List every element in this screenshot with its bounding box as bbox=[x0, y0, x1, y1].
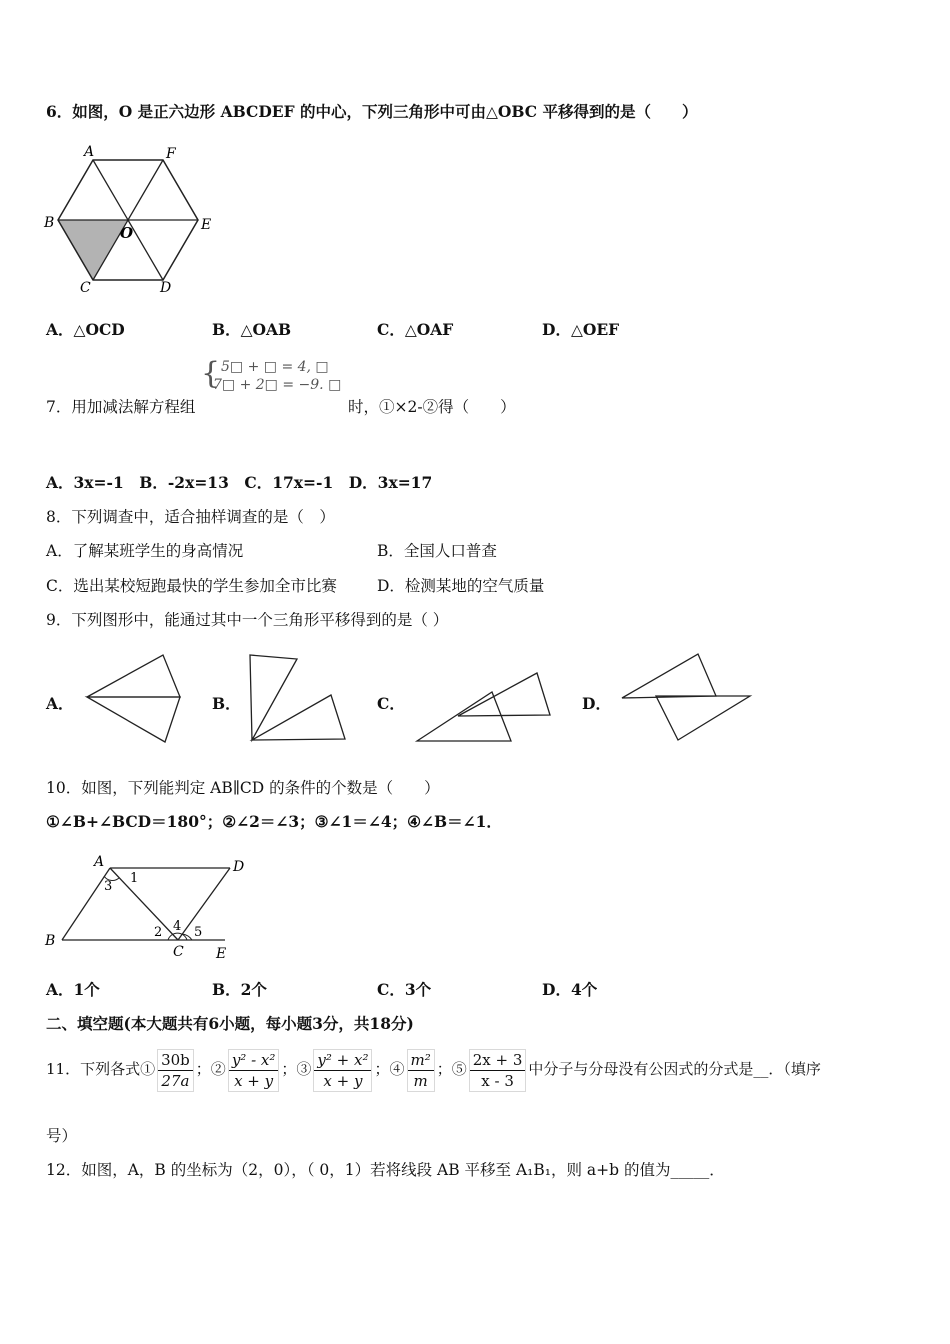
label-F: F bbox=[166, 146, 176, 162]
angle-4: 4 bbox=[173, 919, 182, 934]
q11-sep-5: ；⑤ bbox=[436, 1060, 467, 1078]
fraction-3-den: x + y bbox=[323, 1071, 363, 1090]
q8-option-b[interactable]: B．全国人口普查 bbox=[377, 542, 497, 560]
fraction-2-num: y² - x² bbox=[229, 1050, 279, 1071]
fraction-3 bbox=[313, 1049, 372, 1092]
label-D: D bbox=[160, 280, 172, 296]
fraction-2 bbox=[228, 1049, 280, 1092]
q7-stem-left: 7．用加减法解方程组 bbox=[46, 398, 196, 416]
brace-glyph: { bbox=[201, 356, 221, 391]
label-O: O bbox=[120, 224, 134, 242]
fraction-5 bbox=[469, 1049, 527, 1092]
q6-option-d[interactable]: D．△OEF bbox=[542, 320, 620, 339]
label-A: A bbox=[84, 144, 95, 160]
q10-option-b[interactable]: B．2个 bbox=[212, 980, 267, 999]
q6-option-b[interactable]: B．△OAB bbox=[212, 320, 292, 339]
fraction-5-num: 2x + 3 bbox=[470, 1050, 526, 1071]
q9-option-a-label[interactable]: A． bbox=[46, 694, 74, 713]
q6-stem: 6．如图，O 是正六边形 ABCDEF 的中心，下列三角形中可由△OBC 平移得到的是（ ） bbox=[46, 102, 698, 121]
q9-stem: 9．下列图形中，能通过其中一个三角形平移得到的是（ ） bbox=[46, 611, 449, 629]
q6-option-a[interactable]: A．△OCD bbox=[46, 320, 125, 339]
q10-conditions: ①∠B+∠BCD＝180°；②∠2＝∠3；③∠1＝∠4；④∠B＝∠1． bbox=[46, 812, 502, 831]
label-E: E bbox=[216, 946, 227, 962]
q9-figure-c bbox=[412, 665, 557, 750]
q8-option-c[interactable]: C．选出某校短跑最快的学生参加全市比赛 bbox=[46, 577, 337, 595]
angle-3: 3 bbox=[104, 879, 113, 894]
q7-stem-right: 时，①×2-②得（ ） bbox=[348, 398, 516, 416]
q9-option-d-label[interactable]: D． bbox=[582, 694, 611, 713]
label-D: D bbox=[233, 859, 245, 875]
q9-figure-a bbox=[82, 650, 192, 750]
q8-stem: 8．下列调查中，适合抽样调查的是（ ） bbox=[46, 508, 335, 526]
shaded-triangle-obc bbox=[58, 220, 128, 280]
label-C: C bbox=[80, 280, 91, 296]
fraction-1-num: 30b bbox=[158, 1050, 193, 1071]
q6-option-c[interactable]: C．△OAF bbox=[377, 320, 454, 339]
label-B: B bbox=[45, 933, 56, 949]
fraction-4-den: m bbox=[413, 1071, 428, 1090]
q11-prefix: 11．下列各式① bbox=[46, 1060, 156, 1078]
q10-option-a[interactable]: A．1个 bbox=[46, 980, 100, 999]
angle-5: 5 bbox=[194, 925, 203, 940]
q9-figure-b bbox=[245, 650, 355, 750]
fraction-2-den: x + y bbox=[234, 1071, 274, 1090]
fraction-5-den: x - 3 bbox=[481, 1071, 514, 1090]
q11-row bbox=[46, 1046, 821, 1092]
q11-sep-2: ；② bbox=[195, 1060, 226, 1078]
system-line-2: 7□ + 2□ = −9. □ bbox=[213, 377, 342, 393]
angle-2: 2 bbox=[154, 925, 163, 940]
angle-1: 1 bbox=[130, 871, 139, 886]
label-E: E bbox=[201, 217, 212, 233]
fraction-4 bbox=[407, 1049, 435, 1092]
q10-option-d[interactable]: D．4个 bbox=[542, 980, 598, 999]
q9-figure-d bbox=[618, 648, 758, 748]
fraction-3-num: y² + x² bbox=[314, 1050, 371, 1071]
q9-option-c-label[interactable]: C． bbox=[377, 694, 405, 713]
q6-hexagon-figure bbox=[40, 140, 220, 300]
q11-suffix: 中分子与分母没有公因式的分式是__．（填序 bbox=[528, 1060, 821, 1078]
q11-wrap: 号） bbox=[46, 1127, 78, 1145]
section-2-heading: 二、填空题(本大题共有6小题，每小题3分，共18分) bbox=[46, 1014, 414, 1033]
q11-sep-3: ；③ bbox=[281, 1060, 312, 1078]
q7-equation-system bbox=[203, 358, 341, 394]
q10-stem: 10．如图，下列能判定 AB∥CD 的条件的个数是（ ） bbox=[46, 779, 440, 797]
q10-option-c[interactable]: C．3个 bbox=[377, 980, 432, 999]
fraction-1 bbox=[157, 1049, 194, 1092]
q9-option-b-label[interactable]: B． bbox=[212, 694, 241, 713]
q10-parallelogram-figure bbox=[40, 848, 260, 963]
label-C: C bbox=[173, 944, 184, 960]
label-B: B bbox=[44, 215, 55, 231]
q12-stem: 12．如图，A，B 的坐标为（2，0），（ 0，1）若将线段 AB 平移至 A₁B₁，则 a+b 的值为_____． bbox=[46, 1161, 725, 1179]
fraction-4-num: m² bbox=[408, 1050, 434, 1071]
label-A: A bbox=[94, 854, 105, 870]
q8-option-a[interactable]: A．了解某班学生的身高情况 bbox=[46, 542, 244, 560]
q8-option-d[interactable]: D．检测某地的空气质量 bbox=[377, 577, 545, 595]
fraction-1-den: 27a bbox=[161, 1071, 190, 1090]
q11-sep-4: ；④ bbox=[374, 1060, 405, 1078]
q7-options[interactable]: A．3x=-1 B．-2x=13 C．17x=-1 D．3x=17 bbox=[46, 473, 433, 492]
system-line-1: 5□ + □ = 4, □ bbox=[221, 359, 329, 375]
